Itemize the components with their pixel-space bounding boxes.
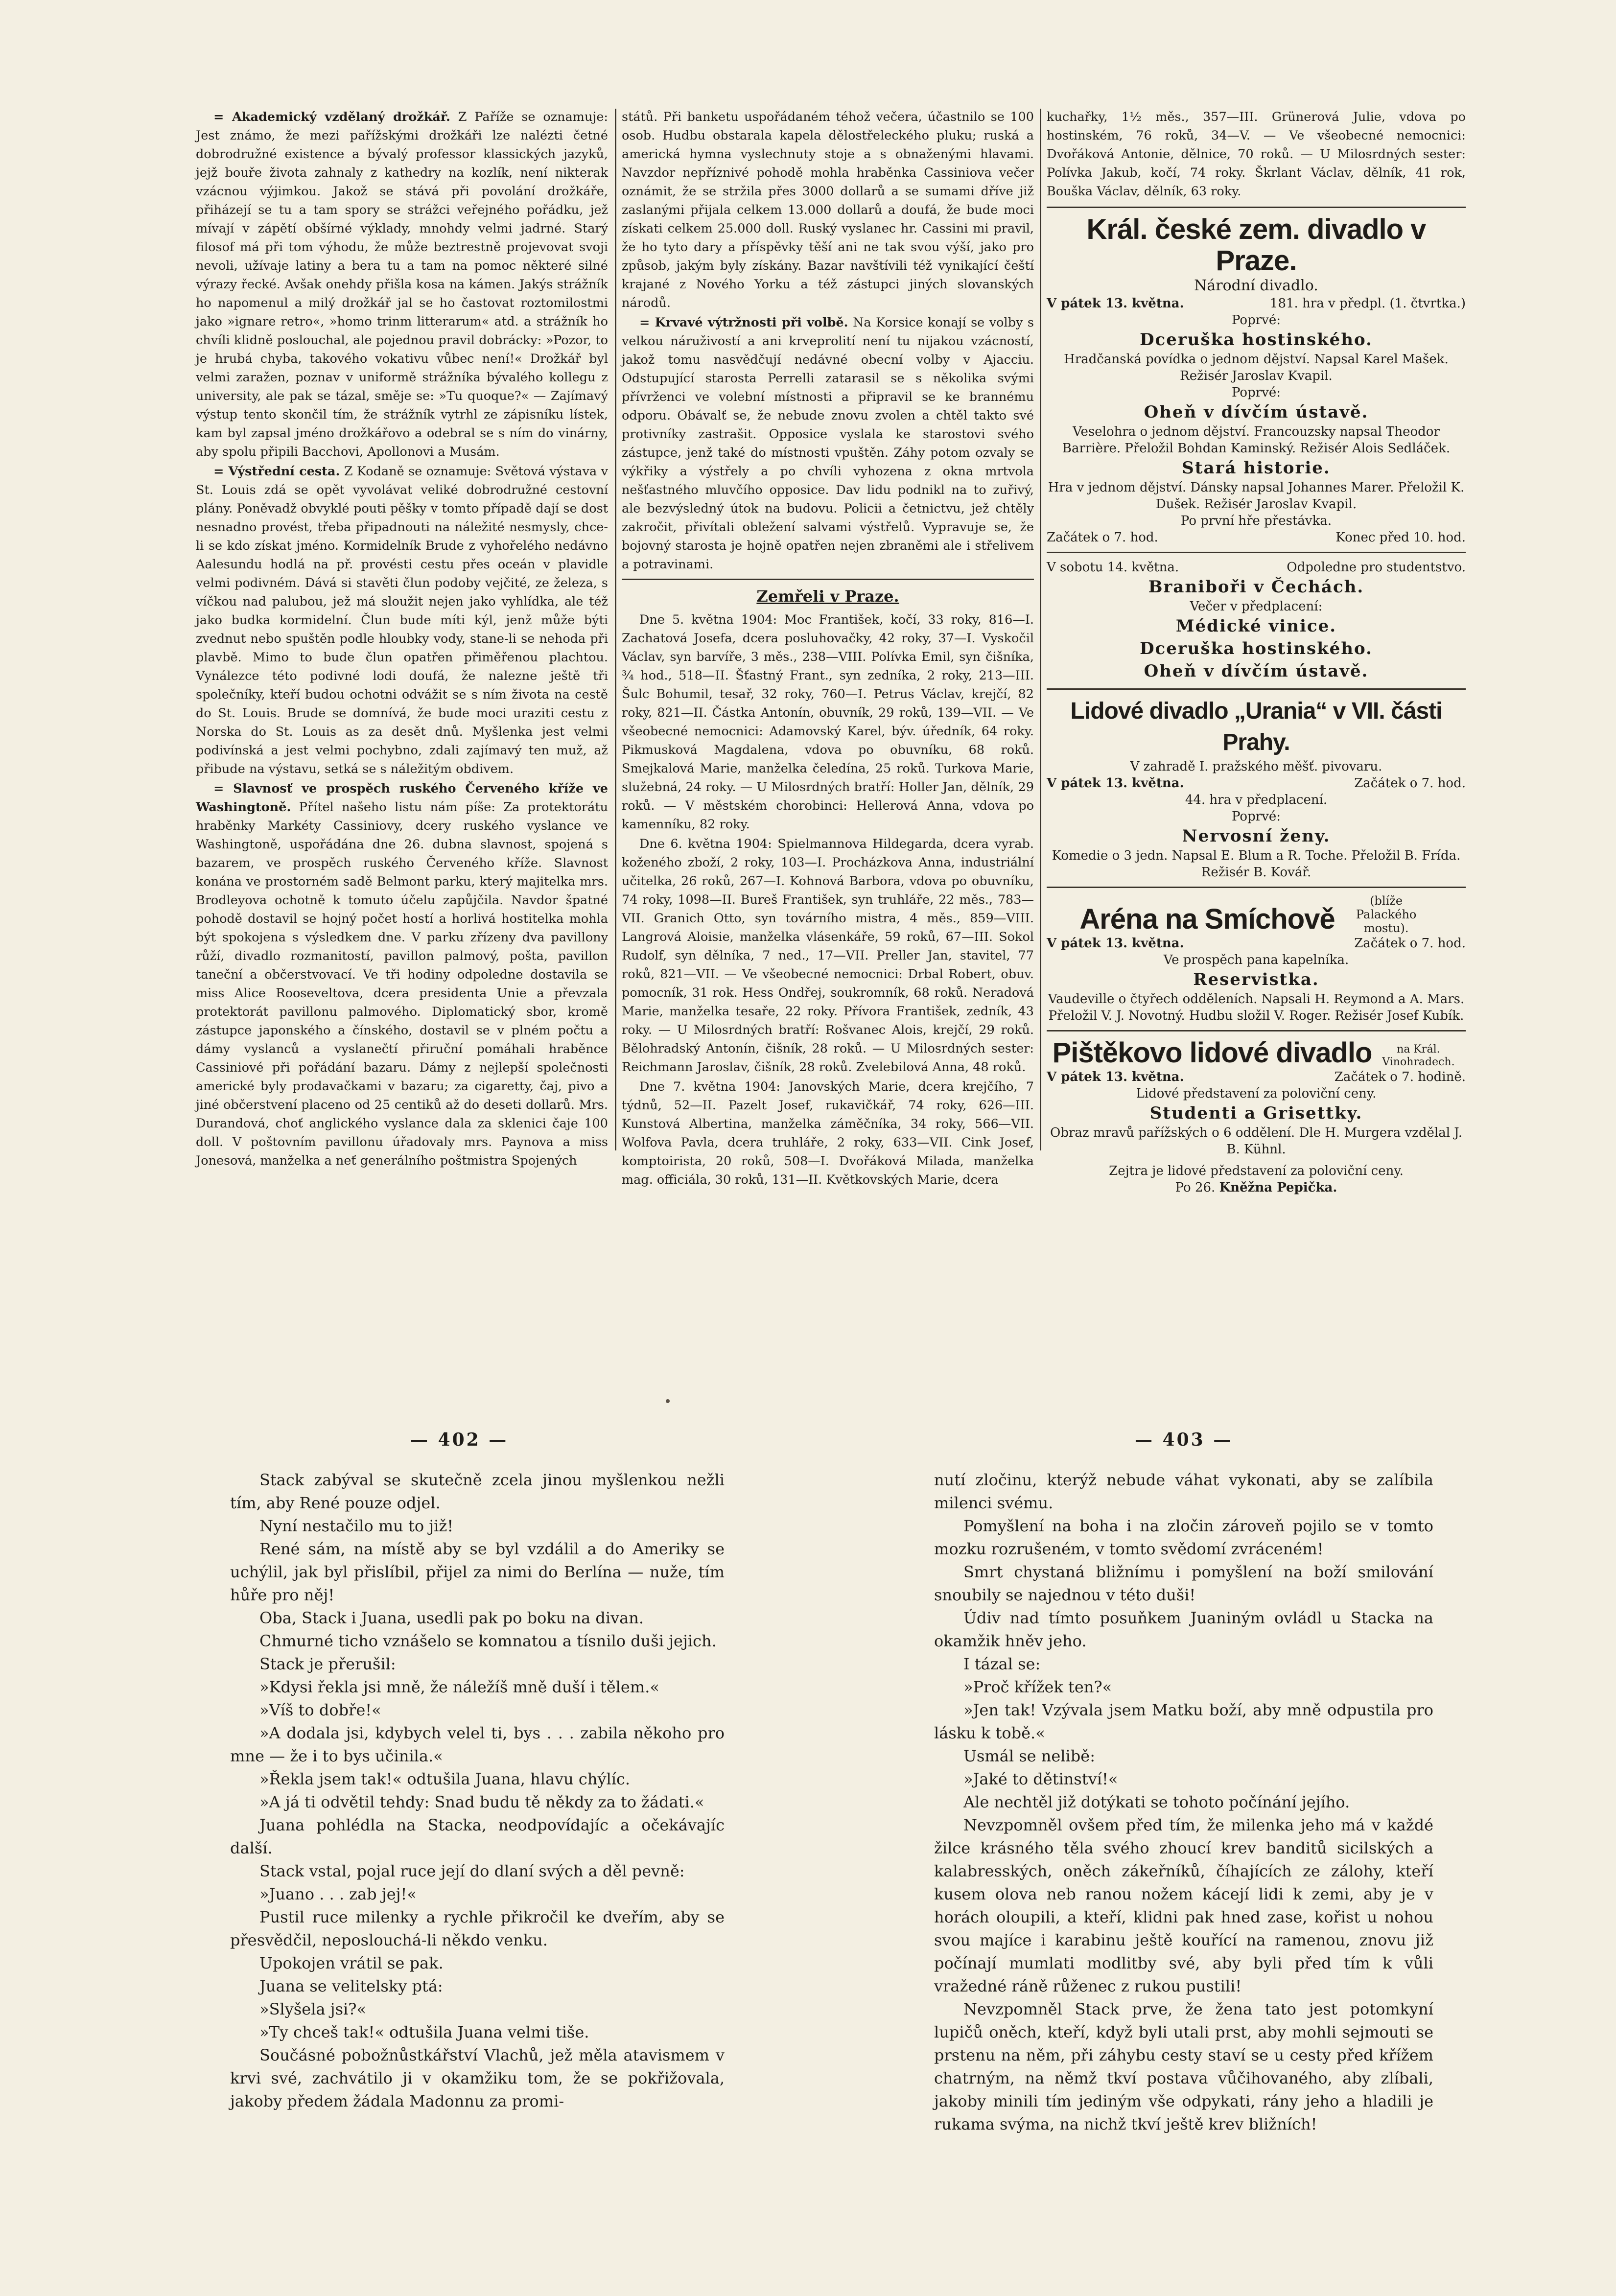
article-slavnost-body: Přítel našeho listu nám píše: Za protektorátu hraběnky Markéty Cassiniovy, dcery ruského vyslance ve Washingtoně, uspořádána dne 26. dubna slavnost, spojená s bazarem, ve prospěch ruského Červeného kříže. Slavnost konána ve prostorném sadě Belmont parku, který majitelka mrs. Brodleyova ochotně k tomuto účelu zapůjčila. Navdor špatné pohodě dostavil se hojný počet hostí a horlivá hostitelka mohla být spokojena s výsledkem dne. V parku zřízeny dva pavillony růží, divadlo rozmanitostí, pavillon palmový, pošta, pavillon taneční a občerstvovací. Ve tři hodiny odpoledne dostavila se miss Alice Rooseveltova, dcera presidenta Unie a převzala protektorát pavillonu palmového. Diplomatický sbor, kromě zástupce japonského a čínského, dostavil se v plném počtu a dámy vyslanců a vyslanečtí přiruční pomáhali hraběnce Cassiniové při pořádání bazaru. Dámy z nejlepší společnosti americké byly prodavačkami v bazaru; za cigaretty, čaj, pivo a jiné občerstvení placeno od 25 centiků až do deseti dollarů. Mrs. Durandová, choť anglického vyslance dala za sklenici čaje 100 doll. V poštovním pavillonu úřadovaly mrs. Paynova a miss Jonesová, manželka a neť generálního poštmistra Spojených xyxy=(196,800,608,1168)
novel-paragraph: Nyní nestačilo mu to již! xyxy=(259,1517,454,1535)
column-middle xyxy=(622,108,1034,1187)
first-time-label: Poprvé: xyxy=(1231,313,1281,328)
page-number-right: — 403 — xyxy=(1135,1429,1233,1450)
article-vystredni xyxy=(196,462,608,778)
play-title: Braniboři v Čechách. xyxy=(1148,577,1364,597)
article-vystredni-body: Z Kodaně se oznamuje: Světová výstava v St. Louis zdá se opět vyvolávat veliké dobrodružné cestovní plány. Poněvadž obvyklé pouti pěšky v tomto případě dají se dost nesnadno provést, třeba připadnouti na náležité nesmysly, chce-li se kdo získat jméno. Kormidelník Brude z vyhořelého nedávno Aalesundu hodlá na př. provésti cestu přes oceán v plavidle velmi podivném. Dává si stavěti člun podoby vejčité, ze železa, s víčkou nad palubou, jež má sloužit nejen jako vyhlídka, ale též jako budka kormidelní. Člun bude míti kýl, jenž může býti zvednut nebo spuštěn podle hloubky vody, stane-li se nehoda při plavbě. Mimo to bude člun opatřen přiměřenou plachtou. Vynálezce této podivné lodi doufá, že nalezne ještě tři společníky, kteří budou ochotni odvážit se s ním života na cestě do St. Louis. Brude se domnívá, že bude moci uraziti cestu z Norska do St. Louis as za desět dnů. Myšlenka jest velmi podivínská a jest velmi pochybno, zdali zajímavý ten muž, až přibude na výstavu, setká se s náležitým obdivem. xyxy=(196,464,609,776)
novel-paragraph: Nevzpomněl Stack prve, že žena tato jest potomkyní lupičů oněch, kteří, když byli utali prst, aby mohli sejmouti se prstenu na něm, při záhybu cesty staví se u cesty před křížem chatrným, na němž tkví postava vůčihovaného, aby zlíbali, jakoby minili tím jediným vše odpykati, rány jeho a hladili je rukama svýma, na nichž tkví ještě krev bližních! xyxy=(934,2000,1433,2133)
play-title: Dceruška hostinského. xyxy=(1140,639,1373,658)
tomorrow-play-line xyxy=(1047,1179,1466,1196)
theatre-smichov-title: Aréna na Smíchově xyxy=(1079,903,1335,935)
theatre-separator xyxy=(1047,1030,1466,1031)
theatre-pistek-note: na Král. Vinohradech. xyxy=(1382,1043,1455,1068)
novel-paragraph: nutí zločinu, kterýž nebude váhat vykonati, aby se zalíbila milenci svému. xyxy=(934,1471,1433,1512)
novel-paragraph: Stack zabýval se skutečně zcela jinou myšlenkou nežli tím, aby René pouze odjel. xyxy=(230,1471,725,1512)
subscription-label: 44. hra v předplacení. xyxy=(1185,793,1328,807)
novel-right-page xyxy=(934,1469,1433,2232)
play-title: Reservistka. xyxy=(1193,970,1319,989)
obituary-continuation: kuchařky, 1½ měs., 357—III. Grünerová Julie, vdova po hostinském, 76 roků, 34—V. — Ve všeobecné nemocnici: Dvořáková Antonie, dělnice, 70 roků. — U Milosrdných sester: Polívka Jakub, kočí, 74 roky. Škrlant Václav, dělník, 41 rok, Bouška Václav, dělník, 63 roky. xyxy=(1047,110,1466,199)
novel-paragraph: »A já ti odvětil tehdy: Snad budu tě někdy za to žádati.« xyxy=(259,1793,704,1811)
column-left xyxy=(196,108,609,1168)
novel-left-page xyxy=(230,1469,725,2232)
obituary-may-5: Dne 5. května 1904: Moc František, kočí, 33 roky, 816—I. Zachatová Josefa, dcera posluhovačky, 42 roky, 37—I. Vyskočil Václav, syn barvíře, 3 měs., 238—VIII. Polívka Emil, syn čišníka, ¾ hod., 518—II. Šťastný Frant., syn zedníka, 2 roky, 213—III. Šulc Bohumil, tesař, 32 roky, 760—I. Petrus Václav, krejčí, 82 roky, 821—II. Částka Antonín, obuvník, 29 roků, 139—VII. — Ve všeobecné nemocnici: Adamovský Karel, býv. úředník, 64 roky. Pikmusková Magdalena, vdova po obuvníku, 68 roků. Smejkalová Marie, manželka čeledína, 25 roků. Turkova Marie, služebná, 24 roky. — U Milosrdných bratří: Holler Jan, dělník, 29 roků. — V městském chorobinci: Hellerová Anna, vdova po kamenníku, 82 roky. xyxy=(622,612,1034,832)
date-label: V pátek 13. května. xyxy=(1047,1070,1184,1084)
start-time: Začátek o 7. hod. xyxy=(1354,776,1466,791)
theatre-smichov-header xyxy=(1047,894,1466,935)
section-rule xyxy=(622,579,1034,580)
novel-paragraph: Součásné pobožnůstkářství Vlachů, jež měla atavismem v krvi své, zachvátilo ji v okamžiku tom, že se pokřižovala, jakoby předem žádala Madonnu za promi- xyxy=(230,2046,725,2110)
novel-paragraph: René sám, na místě aby se byl vzdálil a do Ameriky se uchýlil, jak byl přislíbil, přijel za nimi do Berlína — nuže, tím hůře pro něj! xyxy=(230,1540,725,1604)
date-label: V sobotu 14. května. xyxy=(1047,560,1179,575)
column-right xyxy=(1047,108,1466,1195)
novel-paragraph: »Juano . . . zab jej!« xyxy=(259,1885,417,1903)
play-title: Studenti a Grisettky. xyxy=(1149,1103,1363,1123)
play-title: Oheň v dívčím ústavě. xyxy=(1144,402,1369,422)
subscription-label: 181. hra v předpl. (1. čtvrtka.) xyxy=(1269,296,1466,311)
play-description: Hradčanská povídka o jednom dějství. Napsal Karel Mašek. Režisér Jaroslav Kvapil. xyxy=(1064,352,1449,383)
novel-paragraph: Pomyšlení na boha i na zločin zároveň pojilo se v tomto mozku rozrušeném, v tomto svědomí zvráceném! xyxy=(934,1517,1433,1558)
theatre-national-subtitle: Národní divadlo. xyxy=(1194,277,1318,294)
novel-paragraph: Údiv nad tímto posuňkem Juaniným ovládl u Stacka na okamžik hněv jeho. xyxy=(934,1609,1433,1650)
novel-paragraph: »Slyšela jsi?« xyxy=(259,2000,366,2018)
start-time: Začátek o 7. hod. xyxy=(1354,936,1466,951)
theatre-pistek-title: Pištěkovo lidové divadlo xyxy=(1052,1037,1372,1069)
date-label: V pátek 13. května. xyxy=(1047,936,1184,951)
page-number-left: — 402 — xyxy=(410,1429,509,1450)
theatre-smichov-date xyxy=(1047,935,1466,952)
novel-paragraph: »Jen tak! Vzývala jsem Matku boží, aby mně odpustila pro lásku k tobě.« xyxy=(934,1701,1433,1742)
article-akademicky xyxy=(196,108,608,461)
tomorrow-date: Po 26. xyxy=(1175,1180,1216,1195)
article-slavnost-lead: = Slavnosť ve prospěch ruského Červeného kříže ve Washingtoně. xyxy=(196,781,608,815)
novel-paragraph: Upokojen vrátil se pak. xyxy=(259,1954,444,1972)
novel-paragraph: I tázal se: xyxy=(963,1655,1041,1673)
benefit-note: Ve prospěch pana kapelníka. xyxy=(1163,953,1349,967)
column-rule-1 xyxy=(615,109,616,1150)
date-label: V pátek 13. května. xyxy=(1047,296,1184,311)
novel-paragraph: Ale nechtěl již dotýkati se tohoto počínání jejího. xyxy=(963,1793,1350,1811)
article-akademicky-lead: = Akademický vzdělaný drožkář. xyxy=(213,110,450,124)
novel-paragraph: Usmál se nelibě: xyxy=(963,1747,1095,1765)
tomorrow-note: Zejtra je lidové představení za poloviční ceny. xyxy=(1109,1164,1404,1178)
novel-paragraph: Smrt chystaná bližnímu i pomyšlení na boží smilování snoubily se najednou v této duši! xyxy=(934,1563,1433,1604)
novel-paragraph: Juana pohlédla na Stacka, neodpovídajíc a očekávajíc další. xyxy=(230,1816,725,1857)
obituary-heading: Zemřeli v Praze. xyxy=(756,587,899,606)
column-rule-2 xyxy=(1040,109,1041,1150)
matinee-label: Odpoledne pro studentstvo. xyxy=(1287,560,1466,575)
article-continuation: států. Při banketu uspořádaném téhož večera, účastnilo se 100 osob. Hudbu obstarala kapela dělostřeleckého pluku; ruská a americká hymna vyslechnuty stoje a s obnaženými hlavami. Navzdor nepříznivé pohodě mohla hraběnka Cassiniova večer oznámit, že se stržila přes 3000 dollarů a se sumami dříve již zaslanými přijala celkem 13.000 dollarů a doufá, že bude moci získati celkem 25.000 doll. Ruský vyslanec hr. Cassini mi pravil, že ho tyto dary a příspěvky těší ani ne tak svou výší, jako pro způsob, jakým byly získány. Bazar navštívili též vynikající čeští krajané z Nového Yorku a též zástupci jiných slovanských národů. xyxy=(622,110,1034,310)
play-title: Stará historie. xyxy=(1182,458,1331,478)
novel-paragraph: »Ty chceš tak!« odtušila Juana velmi tiše. xyxy=(259,2023,589,2041)
novel-paragraph: »Jaké to dětinství!« xyxy=(963,1770,1118,1788)
show-times xyxy=(1047,529,1466,546)
page-mark xyxy=(666,1399,670,1403)
theatre-separator xyxy=(1047,887,1466,888)
theatre-pistek-header xyxy=(1047,1037,1466,1069)
play-description: Vaudeville o čtyřech odděleních. Napsali H. Reymond a A. Mars. Přeložil V. J. Novotný. Hudbu složil V. Roger. Režisér Josef Kubík. xyxy=(1048,992,1465,1023)
intermission-note: Po první hře přestávka. xyxy=(1180,514,1332,528)
theatre-separator xyxy=(1047,552,1466,553)
article-krvave-body: Na Korsice konají se volby s velkou náruživostí a ani krveprolití není tu nijakou vzácností, jakož tomu nasvědčují nedávné obecní volby v Ajacciu. Odstupující starosta Perrelli zatarasil se s několika svými přívrženci ve volební místnosti a připravil se ke brannému odporu. Obávalť se, že nebude znovu zvolen a chtěl takto své protivníky zastrašit. Opposice vyslala ke starostovi svého zástupce, jenž také do místnosti vpuštěn. Záhy potom ozvaly se výkřiky a výstřely a po chvíli vyhozena z okna mrtvola nešťastného mluvčího opposice. Dav lidu podnikl na to zuřivý, ale bezvýsledný útok na budovu. Policii a četnictvu, jež chtěly zakročit, přivítali obležení salvami výstřelů. Vypravuje se, že bojovný starosta je hojně opatřen nejen zbraněmi ale i střelivem a potravinami. xyxy=(622,315,1034,572)
play-title: Médické vinice. xyxy=(1175,616,1337,636)
play-title: Dceruška hostinského. xyxy=(1140,330,1373,350)
theatre-national-title: Král. české zem. divadlo v Praze. xyxy=(1086,213,1426,277)
theatre-urania-title: Lidové divadlo „Urania“ v VII. části Prahy. xyxy=(1070,698,1442,755)
theatre-urania-venue: V zahradě I. pražského měšť. pivovaru. xyxy=(1130,759,1382,774)
article-akademicky-body: Z Paříže se oznamuje: Jest známo, že mezi pařížskými drožkáři lze nalézti četné dobrodružné existence a bývalý professor klassických jazyků, jejž bouře života zahnaly z kathedry na kozlík, není nikterak vzácnou výjimkou. Jakož se stává při povolání drožkáře, přiházejí se tu a tam spory se strážci veřejného pořádku, jež mívají v zápětí obšírné výklady, mnohdy velmi jadrné. Starý filosof má při tom výhodu, že může beztrestně projevovat svoji nevoli, užívaje latiny a bera tu a tam na pomoc některé silné výrazy řecké. Avšak onehdy přišla kosa na kámen. Jakýs strážník ho napomenul a milý drožkář jal se ho častovat roztomilostmi jako »ignare retro«, »homo trinm litterarum« atd. a strážník ho chvíli klidně poslouchal, ale pojednou pravil dobrácky: »Pozor, to je hrubá chyba, takového vokativu vůbec není!« Drožkář byl velmi zaražen, poznav v uniformě strážníka bývalého kollegu z university, ale pak se tázal, směje se: »Tu quoque?« — Zajímavý výstup tento skončil tím, že strážník vytrhl ze zápisníku lístek, kam byl zapsal jméno drožkářovo a odebral se s ním do vinárny, aby spolu připili Bacchovi, Apollonovi a Musám. xyxy=(196,110,608,459)
play-title: Oheň v dívčím ústavě. xyxy=(1144,661,1369,681)
play-description: Hra v jednom dějství. Dánsky napsal Johannes Marer. Přeložil K. Dušek. Režisér Jaroslav Kvapil. xyxy=(1048,480,1465,512)
start-time: Začátek o 7. hod. xyxy=(1047,530,1158,545)
novel-paragraph: Stack vstal, pojal ruce její do dlaní svých a děl pevně: xyxy=(259,1862,685,1880)
tomorrow-play-title: Kněžna Pepička. xyxy=(1219,1180,1337,1195)
play-title: Nervosní ženy. xyxy=(1182,826,1331,846)
theatre-urania-date xyxy=(1047,775,1466,792)
novel-paragraph: Juana se velitelsky ptá: xyxy=(259,1977,443,1995)
start-time: Začátek o 7. hodině. xyxy=(1334,1070,1466,1084)
date-label: V pátek 13. května. xyxy=(1047,776,1184,791)
obituary-may-7: Dne 7. května 1904: Janovských Marie, dcera krejčího, 7 týdnů, 52—II. Pazelt Josef, rukavičkář, 74 roky, 626—III. Kunstová Albertina, manželka záměčníka, 34 roky, 566—VII. Wolfova Pavla, dcera truhláře, 2 roky, 633—VII. Cink Josef, komptoirista, 20 roků, 508—I. Dvořáková Milada, manželka mag. officiála, 30 roků, 131—II. Květkovských Marie, dcera xyxy=(622,1079,1034,1187)
novel-paragraph: Nevzpomněl ovšem před tím, že milenka jeho má v každé žilce krásného těla svého zhoucí krev banditů sicilských a kalabresských, oněch zákeřníků, číhajících ze zálohy, kteří kusem olova neb ranou nožem kácejí lidi k zemi, aby je v horách oloupili, a kteří, klidni pak hned zase, kořist u nohou svou majíce i karabinu ještě kouřící na ramenou, znovu již počínají mumlati modlitby své, aby byli před tím k vůli vražedné ráně růženec z rukou pustili! xyxy=(934,1816,1433,1995)
novel-paragraph: »Víš to dobře!« xyxy=(259,1701,381,1719)
play-description: Obraz mravů pařížských o 6 oddělení. Dle H. Murgera vzdělal J. B. Kühnl. xyxy=(1050,1125,1462,1157)
novel-paragraph: Oba, Stack i Juana, usedli pak po boku na divan. xyxy=(259,1609,644,1627)
play-description: Komedie o 3 jedn. Napsal E. Blum a R. Toche. Přeložil B. Frída. Režisér B. Kovář. xyxy=(1052,848,1461,880)
play-description: Veselohra o jednom dějství. Francouzsky napsal Theodor Barrière. Přeložil Bohdan Kaminský. Režisér Alois Sedláček. xyxy=(1062,424,1451,456)
theatre-separator xyxy=(1047,688,1466,690)
novel-paragraph: »A dodala jsi, kdybych velel ti, bys . . . zabila někoho pro mne — že i to bys učinila.« xyxy=(230,1724,725,1765)
theatre-separator xyxy=(1047,207,1466,208)
article-vystredni-lead: = Výstřední cesta. xyxy=(213,464,340,479)
first-time-label: Poprvé: xyxy=(1231,809,1281,824)
evening-label: Večer v předplacení: xyxy=(1190,599,1323,614)
theatre-national-date-2 xyxy=(1047,559,1466,576)
obituary-may-6: Dne 6. května 1904: Spielmannova Hildegarda, dcera vyrab. koženého zboží, 2 roky, 103—I. Procházkova Anna, industriální učitelka, 26 roků, 267—I. Kohnová Barbora, vdova po obuvníku, 74 roky, 1098—II. Bureš František, syn truhláře, 22 měs., 783—VII. Granich Otto, syn továrního mistra, 4 měs., 859—VIII. Langrová Aloisie, manželka vlásenkáře, 59 roků, 67—III. Sokol Rudolf, syn dělníka, 7 ned., 17—VII. Preller Jan, stavitel, 77 roků, 821—VII. — Ve všeobecné nemocnici: Drbal Robert, obuv. pomocník, 31 rok. Hess Ondřej, soukromník, 68 roků. Neradová Marie, manželka tesaře, 22 roky. Přívora František, zedník, 43 roky. — U Milosrdných bratří: Rošvanec Alois, krejčí, 29 roků. Bělohradský Antonín, čišník, 28 roků. — U Milosrdných sester: Reichmann Jaroslav, čišník, 28 roků. Zvelebilová Anna, 48 roků. xyxy=(622,837,1034,1075)
first-time-label: Poprvé: xyxy=(1231,385,1281,400)
novel-paragraph: Stack je přerušil: xyxy=(259,1655,396,1673)
article-krvave-lead: = Krvavé výtržnosti při volbě. xyxy=(639,315,848,330)
theatre-pistek-date xyxy=(1047,1069,1466,1085)
novel-paragraph: »Řekla jsem tak!« odtušila Juana, hlavu chýlíc. xyxy=(259,1770,631,1788)
end-time: Konec před 10. hod. xyxy=(1335,530,1466,545)
performance-note: Lidové představení za poloviční ceny. xyxy=(1136,1086,1377,1101)
novel-paragraph: Pustil ruce milenky a rychle přikročil ke dveřím, aby se přesvědčil, neposlouchá-li někdo venku. xyxy=(230,1908,725,1949)
theatre-national-date xyxy=(1047,295,1466,312)
novel-paragraph: Chmurné ticho vznášelo se komnatou a tísnilo duši jejich. xyxy=(259,1632,717,1650)
novel-paragraph: »Proč křížek ten?« xyxy=(963,1678,1112,1696)
novel-paragraph: »Kdysi řekla jsi mně, že náležíš mně duší i tělem.« xyxy=(259,1678,659,1696)
theatre-smichov-note: (blíže Palackého mostu). xyxy=(1356,894,1417,935)
article-slavnost xyxy=(196,779,608,1170)
article-krvave xyxy=(622,313,1034,574)
